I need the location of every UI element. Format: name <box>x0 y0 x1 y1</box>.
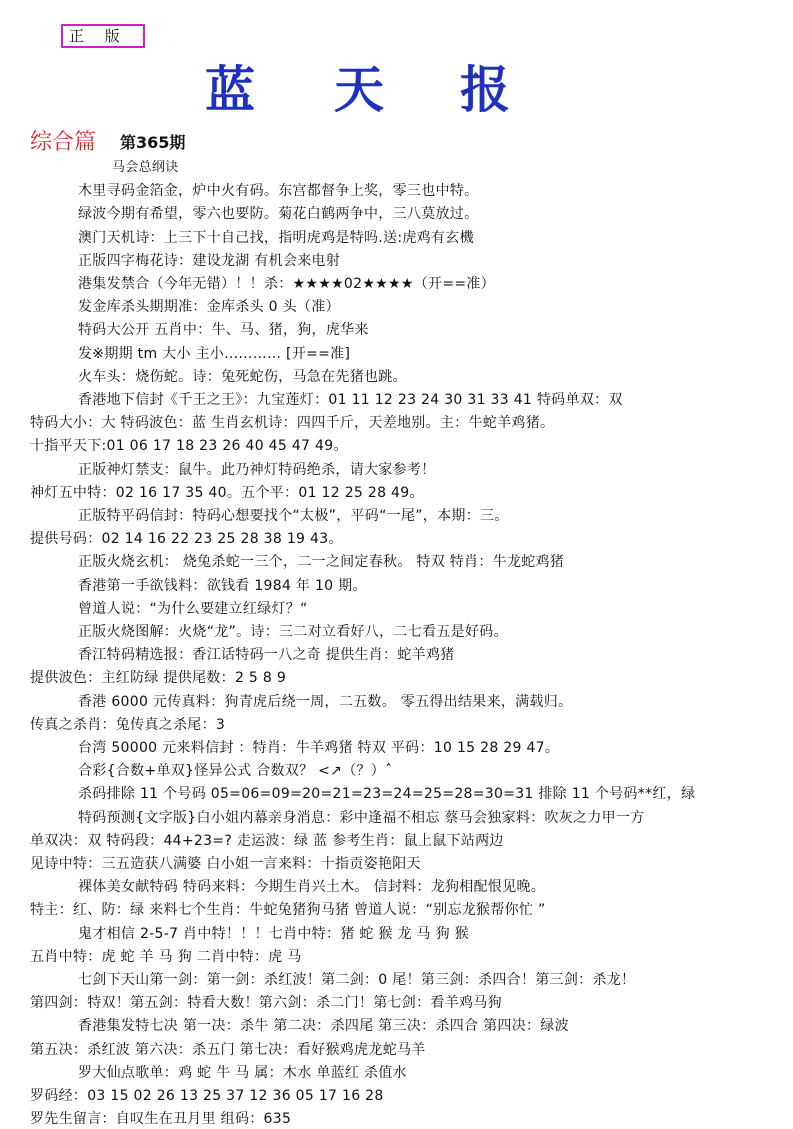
article-line: 特主：红、防：绿 来料七个生肖：牛蛇兔猪狗马猪 曾道人说：“别忘龙猴帮你忙 ” <box>30 902 546 919</box>
article-line: 正版特平码信封：特码心想要找个“太极”，平码“一尾”，本期：三。 <box>78 508 509 524</box>
article-line: 澳门天机诗：上三下十自己找，指明虎鸡是特吗.送:虎鸡有玄機 <box>78 229 474 246</box>
article-line: 杀码排除 11 个号码 05=06=09=20=21=23=24=25=28=30=31 排除 11 个号码**红，绿 <box>78 786 696 803</box>
article-line: 马会总纲诀 <box>112 160 179 175</box>
article-line: 合彩{合数+单双}怪异公式 合数双？ <↗（？）ˆ <box>78 763 393 780</box>
masthead-char: 报 <box>460 60 510 119</box>
article-line: 绿波今期有希望，零六也要防。菊花白鹤两争中，三八莫放过。 <box>78 206 479 223</box>
article-line: 木里寻码金箔金，炉中火有码。东宫都督争上奖，零三也中特。 <box>78 183 479 200</box>
article-line: 火车头：烧伤蛇。诗：兔死蛇伤，马急在先猪也跳。 <box>78 368 407 385</box>
masthead-char: 天 <box>334 60 384 119</box>
article-line: 第五决：杀红波 第六决：杀五门 第七决：看好猴鸡虎龙蛇马羊 <box>30 1041 426 1058</box>
article-line: 正版火烧图解：火烧“龙”。诗：三二对立看好八，二七看五是好码。 <box>78 624 508 640</box>
genuine-edition-badge: 正 版 <box>61 24 145 48</box>
article-line: 裸体美女献特码 特码来料：今期生肖兴土木。 信封料：龙狗相配恨见晚。 <box>78 879 546 896</box>
article-line: 特码预测{文字版}白小姐内幕亲身消息：彩中逢福不相忘 蔡马会独家料：吹灰之力甲一方 <box>78 809 645 826</box>
article-line: 香港 6000 元传真料：狗青虎后绕一周，二五数。 零五得出结果来，满载归。 <box>78 693 573 710</box>
article-line: 十指平天下:01 06 17 18 23 26 40 45 47 49。 <box>30 438 348 455</box>
article-line: 罗码经：03 15 02 26 13 25 37 12 36 05 17 16 28 <box>30 1088 384 1104</box>
article-line: 神灯五中特：02 16 17 35 40。五个平：01 12 25 28 49。 <box>30 484 424 501</box>
article-line: 正版四字梅花诗：建设龙湖 有机会来电射 <box>78 252 341 269</box>
article-line: 曾道人说：“为什么要建立红绿灯？“ <box>78 600 308 617</box>
article-line: 发※期期 tm 大小 主小………… [开==准] <box>78 345 351 362</box>
article-line: 港集发禁合（今年无错）！！杀：★★★★02★★★★（开==准） <box>78 276 495 292</box>
article-line: 正版神灯禁支：鼠牛。此乃神灯特码绝杀，请大家参考！ <box>78 461 436 478</box>
article-line: 第四剑：特双！第五剑：特看大数！第六剑：杀二门！第七剑：看羊鸡马狗 <box>30 995 502 1012</box>
article-line: 单双决：双 特码段：44+23=? 走运波：绿 蓝 参考生肖：鼠上鼠下站两边 <box>30 832 504 849</box>
article-line: 提供号码：02 14 16 22 23 25 28 38 19 43。 <box>30 531 343 548</box>
article-line: 香港集发特七决 第一决：杀牛 第二决：杀四尾 第三决：杀四合 第四决：绿波 <box>78 1018 569 1035</box>
article-line: 特码大公开 五肖中：牛、马、猪，狗，虎华来 <box>78 322 369 339</box>
article-line: 台湾 50000 元来料信封 ：特肖：牛羊鸡猪 特双 平码：10 15 28 29 47。 <box>78 740 560 756</box>
masthead-char: 蓝 <box>205 60 255 119</box>
article-line: 香港第一手欲钱料：欲钱看 1984 年 10 期。 <box>78 577 367 594</box>
article-line: 发金库杀头期期准：金库杀头 0 头（准） <box>78 299 340 316</box>
article-line: 传真之杀肖：兔传真之杀尾：3 <box>30 716 226 733</box>
article-line: 罗先生留言：自叹生在丑月里 组码：635 <box>30 1111 292 1128</box>
article-line: 特码大小：大 特码波色：蓝 生肖玄机诗：四四千斤，天差地别。主：牛蛇羊鸡猪。 <box>30 415 555 432</box>
article-line: 提供波色：主红防绿 提供尾数：2 5 8 9 <box>30 670 287 687</box>
section-title: 综合篇 <box>30 130 97 155</box>
article-line: 香江特码精选报：香江话特码一八之奇 提供生肖：蛇羊鸡猪 <box>78 647 455 664</box>
article-line: 正版火烧玄机： 烧兔杀蛇一三个，二一之间定春秋。 特双 特肖：牛龙蛇鸡猪 <box>78 554 565 571</box>
article-line: 五肖中特：虎 蛇 羊 马 狗 二肖中特：虎 马 <box>30 948 302 965</box>
article-line: 罗大仙点歌单：鸡 蛇 牛 马 属：木水 单蓝红 杀值水 <box>78 1064 407 1081</box>
article-line: 七剑下天山第一剑：第一剑：杀红波！第二剑：0 尾！第三剑：杀四合！第三剑：杀龙！ <box>78 972 636 988</box>
issue-number: 第365期 <box>120 133 186 152</box>
article-line: 见诗中特：三五造获八满婆 白小姐一言来料：十指贡姿艳阳天 <box>30 856 421 872</box>
article-line: 鬼才相信 2-5-7 肖中特！！！七肖中特：猪 蛇 猴 龙 马 狗 猴 <box>78 925 469 942</box>
article-line: 香港地下信封《千王之王》：九宝莲灯：01 11 12 23 24 30 31 33 41 特码单双：双 <box>78 392 623 408</box>
